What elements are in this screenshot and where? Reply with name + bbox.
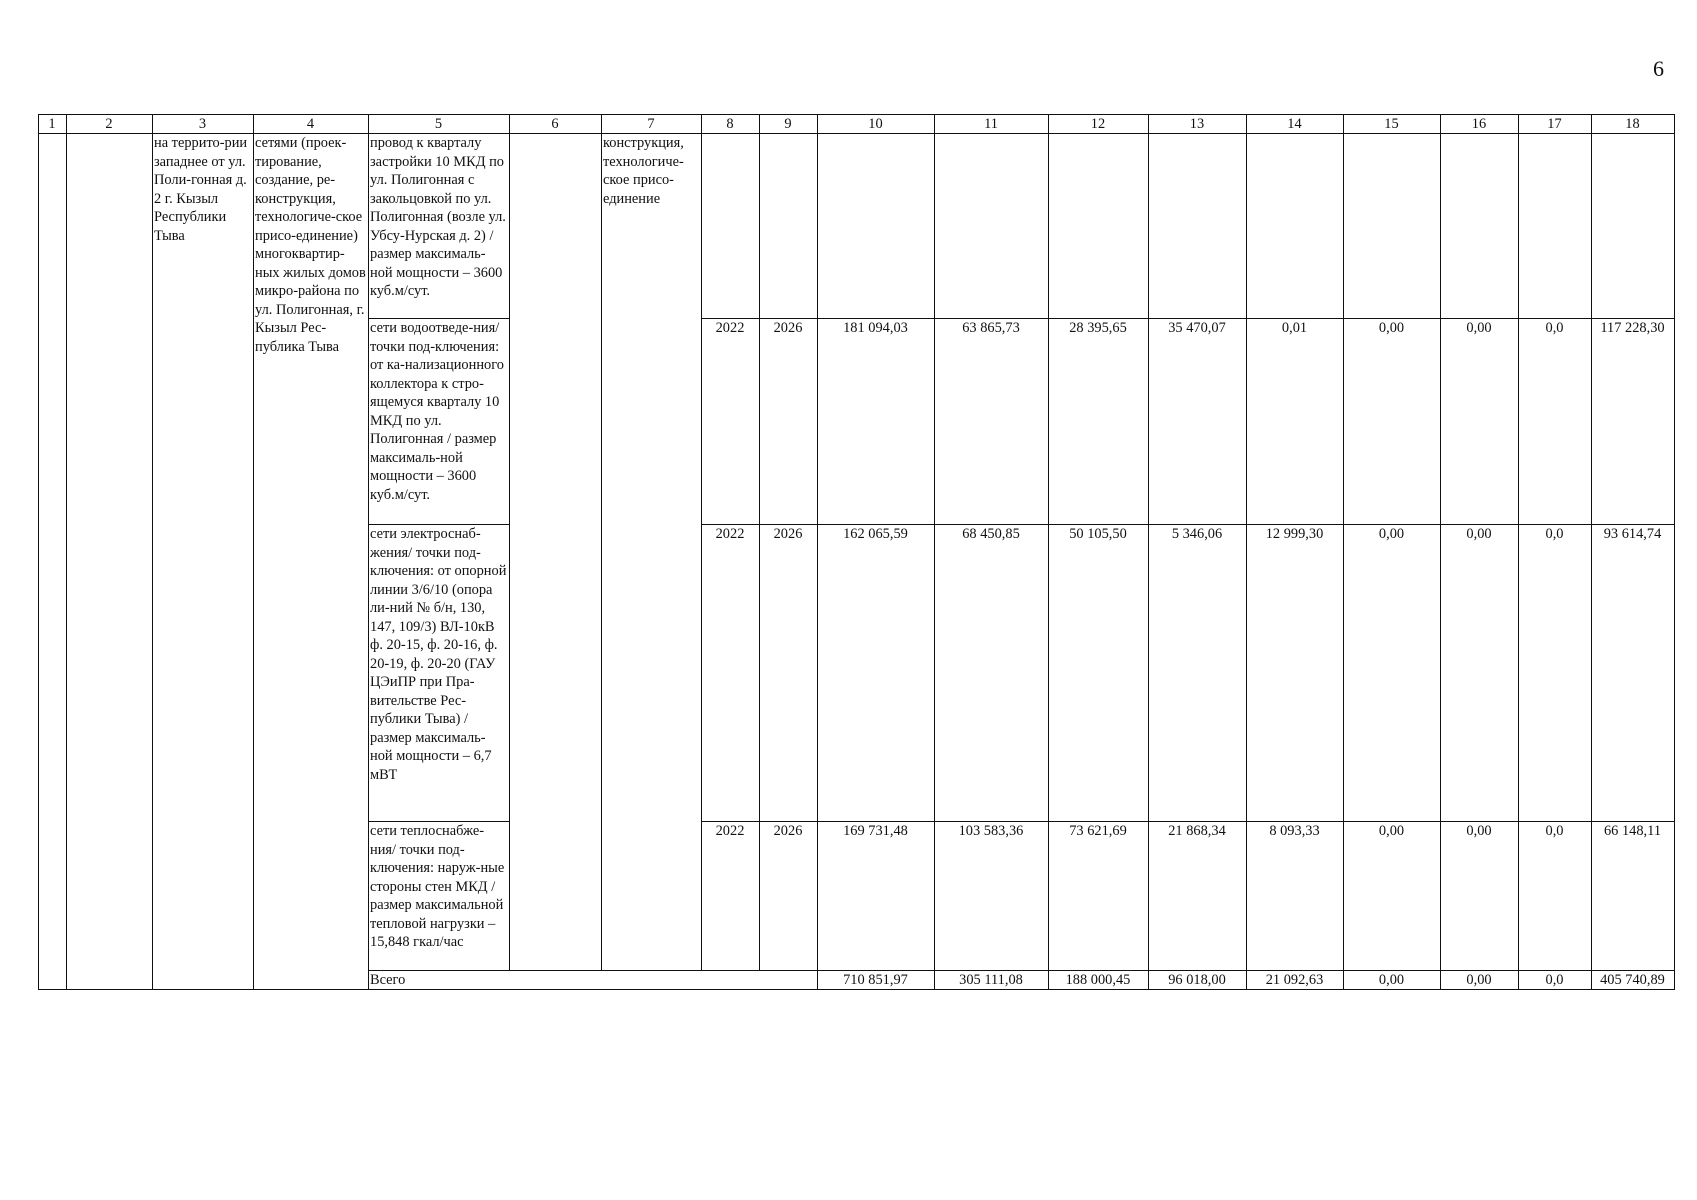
value-cell: 93 614,74 [1592, 525, 1675, 822]
value-cell: 66 148,11 [1592, 822, 1675, 971]
column-header: 8 [702, 115, 760, 134]
value-cell: 50 105,50 [1049, 525, 1149, 822]
network-description-cell: сети электроснаб-жения/ точки под-ключения: от опорной линии 3/6/10 (опора ли-ний № б/н, 130, 147, 109/3) ВЛ-10кВ ф. 20-15, ф. 20-16, ф. 20-19, ф. 20-20 (ГАУ ЦЭиПР при Пра-вительстве Рес-публики Тыва) / размер максималь-ной мощности – 6,7 мВТ [369, 525, 510, 822]
cell-col2 [67, 134, 153, 990]
column-header: 5 [369, 115, 510, 134]
value-cell [1149, 134, 1247, 319]
location-cell: на террито-рии западнее от ул. Поли-гонная д. 2 г. Кызыл Республики Тыва [153, 134, 254, 990]
value-cell [1441, 134, 1519, 319]
value-cell [1519, 134, 1592, 319]
column-header: 2 [67, 115, 153, 134]
total-value: 96 018,00 [1149, 971, 1247, 990]
column-header: 14 [1247, 115, 1344, 134]
value-cell: 5 346,06 [1149, 525, 1247, 822]
cell-col6 [510, 134, 602, 971]
budget-table [38, 114, 1675, 990]
column-header: 16 [1441, 115, 1519, 134]
value-cell: 63 865,73 [935, 319, 1049, 525]
value-cell: 103 583,36 [935, 822, 1049, 971]
network-description-cell: сети водоотведе-ния/ точки под-ключения: от ка-нализационного коллектора к стро-ящемуся кварталу 10 МКД по ул. Полигонная / размер максималь-ной мощности – 3600 куб.м/сут. [369, 319, 510, 525]
column-header: 18 [1592, 115, 1675, 134]
column-number-row [39, 115, 1675, 134]
network-description-cell: провод к кварталу застройки 10 МКД по ул. Полигонная с закольцовкой по ул. Полигонная (возле ул. Убсу-Нурская д. 2) / размер максималь-ной мощности – 3600 куб.м/сут. [369, 134, 510, 319]
value-cell: 0,00 [1344, 525, 1441, 822]
value-cell: 0,00 [1441, 319, 1519, 525]
column-header: 11 [935, 115, 1049, 134]
value-cell: 0,00 [1344, 822, 1441, 971]
total-value: 0,00 [1344, 971, 1441, 990]
column-header: 1 [39, 115, 67, 134]
value-cell: 181 094,03 [818, 319, 935, 525]
column-header: 10 [818, 115, 935, 134]
end-year-cell [760, 134, 818, 319]
value-cell [935, 134, 1049, 319]
value-cell: 28 395,65 [1049, 319, 1149, 525]
total-value: 21 092,63 [1247, 971, 1344, 990]
start-year-cell: 2022 [702, 319, 760, 525]
column-header: 3 [153, 115, 254, 134]
column-header: 9 [760, 115, 818, 134]
value-cell: 8 093,33 [1247, 822, 1344, 971]
start-year-cell [702, 134, 760, 319]
value-cell: 21 868,34 [1149, 822, 1247, 971]
value-cell [1247, 134, 1344, 319]
value-cell [1049, 134, 1149, 319]
value-cell: 68 450,85 [935, 525, 1049, 822]
column-header: 4 [254, 115, 369, 134]
value-cell: 117 228,30 [1592, 319, 1675, 525]
value-cell: 0,00 [1344, 319, 1441, 525]
value-cell: 0,0 [1519, 525, 1592, 822]
total-value: 405 740,89 [1592, 971, 1675, 990]
column-header: 12 [1049, 115, 1149, 134]
value-cell: 73 621,69 [1049, 822, 1149, 971]
value-cell: 12 999,30 [1247, 525, 1344, 822]
value-cell: 0,0 [1519, 319, 1592, 525]
value-cell [1344, 134, 1441, 319]
table-row [39, 134, 1675, 319]
end-year-cell: 2026 [760, 525, 818, 822]
end-year-cell: 2026 [760, 319, 818, 525]
work-type-cell: конструкция, технологиче-ское присо-единение [602, 134, 702, 971]
network-description-cell: сети теплоснабже-ния/ точки под-ключения: наруж-ные стороны стен МКД / размер максимальной тепловой нагрузки – 15,848 гкал/час [369, 822, 510, 971]
object-description-cell: сетями (проек-тирование, создание, ре-конструкция, технологиче-ское присо-единение) многоквартир-ных жилых домов микро-района по ул. Полигонная, г. Кызыл Рес-публика Тыва [254, 134, 369, 990]
total-value: 710 851,97 [818, 971, 935, 990]
start-year-cell: 2022 [702, 525, 760, 822]
column-header: 15 [1344, 115, 1441, 134]
value-cell: 0,00 [1441, 822, 1519, 971]
value-cell [818, 134, 935, 319]
value-cell: 169 731,48 [818, 822, 935, 971]
total-value: 305 111,08 [935, 971, 1049, 990]
value-cell: 35 470,07 [1149, 319, 1247, 525]
value-cell: 0,01 [1247, 319, 1344, 525]
value-cell: 162 065,59 [818, 525, 935, 822]
column-header: 6 [510, 115, 602, 134]
total-value: 0,00 [1441, 971, 1519, 990]
end-year-cell: 2026 [760, 822, 818, 971]
total-label: Всего [369, 971, 818, 990]
column-header: 7 [602, 115, 702, 134]
value-cell: 0,00 [1441, 525, 1519, 822]
total-value: 188 000,45 [1049, 971, 1149, 990]
column-header: 13 [1149, 115, 1247, 134]
total-value: 0,0 [1519, 971, 1592, 990]
column-header: 17 [1519, 115, 1592, 134]
cell-col1 [39, 134, 67, 990]
value-cell: 0,0 [1519, 822, 1592, 971]
start-year-cell: 2022 [702, 822, 760, 971]
page-number: 6 [1653, 56, 1664, 81]
value-cell [1592, 134, 1675, 319]
